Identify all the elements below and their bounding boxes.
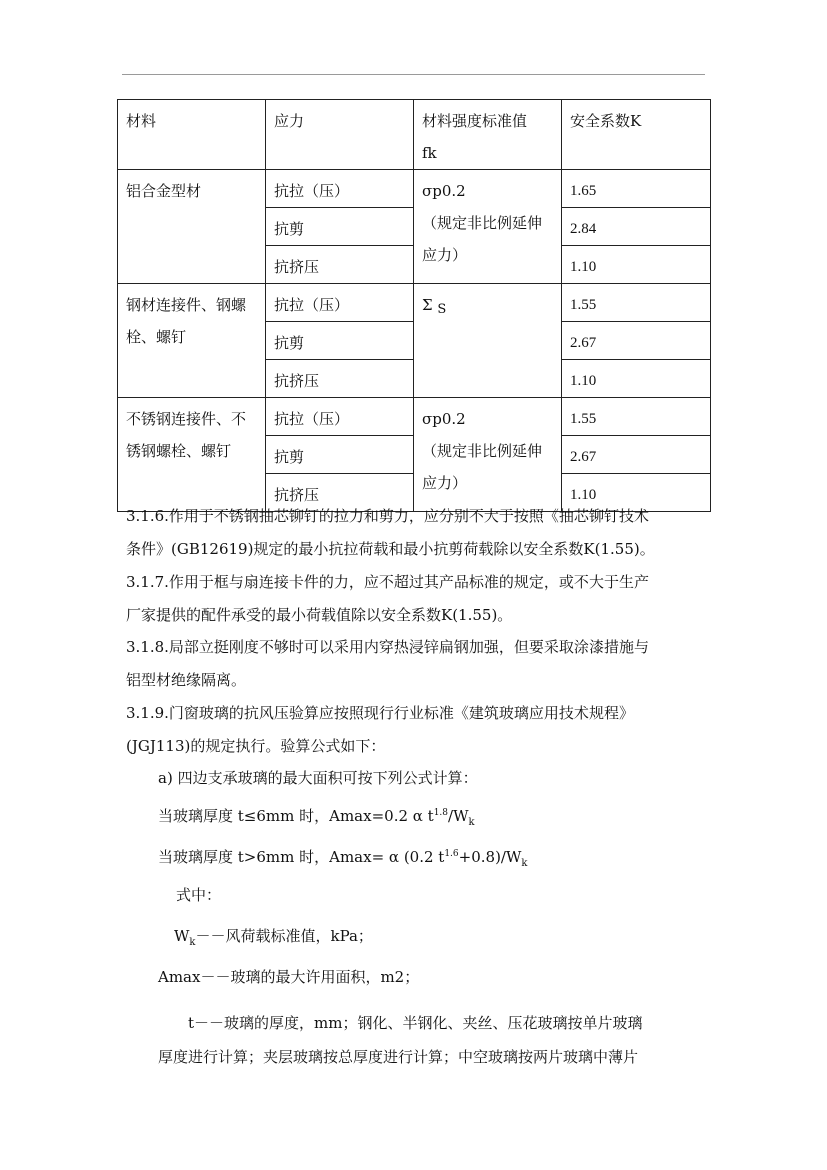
list-item-a: a) 四边支承玻璃的最大面积可按下列公式计算： — [158, 769, 478, 787]
stress-cell: 抗拉（压） — [266, 170, 414, 208]
k-cell: 1.55 — [562, 398, 711, 436]
k-cell: 2.84 — [562, 208, 711, 246]
k-cell: 1.55 — [562, 284, 711, 322]
formula-thick-glass: 当玻璃厚度 t>6mm 时，Amax= α (0.2 $t^{1.6}+0.8)/W_k$ — [158, 848, 528, 869]
header-rule — [122, 74, 705, 75]
paragraph-3-1-6: 3.1.6.作用于不锈钢抽芯铆钉的拉力和剪力，应分别不大于按照《抽芯铆钉技术 — [126, 507, 649, 525]
k-cell: 1.65 — [562, 170, 711, 208]
t-definition: t－－玻璃的厚度，mm；钢化、半钢化、夹丝、压花玻璃按单片玻璃 — [188, 1014, 643, 1032]
stress-cell: 抗拉（压） — [266, 398, 414, 436]
table-row — [118, 284, 711, 322]
material-cell: 不锈钢连接件、不锈钢螺栓、螺钉 — [118, 398, 266, 512]
strength-cell: σp0.2 （规定非比例延伸应力） — [414, 170, 562, 284]
stress-cell: 抗挤压 — [266, 360, 414, 398]
k-cell: 2.67 — [562, 436, 711, 474]
formula-thin-glass: 当玻璃厚度 t≤6mm 时，Amax=0.2 α $t^{1.8}/W_k$ — [158, 807, 475, 828]
paragraph-3-1-9-cont: (JGJ113)的规定执行。验算公式如下： — [126, 737, 386, 755]
t-definition-cont: 厚度进行计算；夹层玻璃按总厚度进行计算；中空玻璃按两片玻璃中薄片 — [158, 1048, 639, 1066]
stress-cell: 抗剪 — [266, 436, 414, 474]
stress-cell: 抗挤压 — [266, 246, 414, 284]
paragraph-3-1-7: 3.1.7.作用于框与扇连接卡件的力，应不超过其产品标准的规定，或不大于生产 — [126, 573, 649, 591]
table-header-row — [118, 100, 711, 170]
header-safety-factor: 安全系数K — [562, 100, 711, 170]
k-cell: 1.10 — [562, 360, 711, 398]
header-stress: 应力 — [266, 100, 414, 170]
paragraph-3-1-8-cont: 铝型材绝缘隔离。 — [126, 671, 247, 689]
header-fk: fk — [422, 144, 437, 162]
wk-definition: $W_k--$风荷载标准值，kPa； — [174, 927, 373, 948]
table-row — [118, 398, 711, 436]
header-strength: 材料强度标准值 fk — [414, 100, 562, 170]
where-label: 式中： — [176, 886, 222, 904]
header-material: 材料 — [118, 100, 266, 170]
stress-cell: 抗拉（压） — [266, 284, 414, 322]
paragraph-3-1-6-cont: 条件》(GB12619)规定的最小抗拉荷载和最小抗剪荷载除以安全系数K(1.55)。 — [126, 540, 655, 558]
material-cell: 铝合金型材 — [118, 170, 266, 284]
material-cell: 钢材连接件、钢螺栓、螺钉 — [118, 284, 266, 398]
stress-cell: 抗挤压 — [266, 474, 414, 512]
material-strength-table — [117, 99, 711, 512]
stress-cell: 抗剪 — [266, 208, 414, 246]
amax-definition: Amax－－玻璃的最大许用面积，m2； — [158, 968, 420, 986]
k-cell: 1.10 — [562, 246, 711, 284]
table-row — [118, 170, 711, 208]
k-cell: 2.67 — [562, 322, 711, 360]
paragraph-3-1-7-cont: 厂家提供的配件承受的最小荷载值除以安全系数K(1.55)。 — [126, 606, 513, 624]
stress-cell: 抗剪 — [266, 322, 414, 360]
strength-cell: σp0.2 （规定非比例延伸应力） — [414, 398, 562, 512]
k-cell: 1.10 — [562, 474, 711, 512]
paragraph-3-1-9: 3.1.9.门窗玻璃的抗风压验算应按照现行行业标准《建筑玻璃应用技术规程》 — [126, 704, 634, 722]
paragraph-3-1-8: 3.1.8.局部立挺刚度不够时可以采用内穿热浸锌扁钢加强，但要采取涂漆措施与 — [126, 638, 649, 656]
strength-cell: Σ S — [414, 284, 562, 398]
